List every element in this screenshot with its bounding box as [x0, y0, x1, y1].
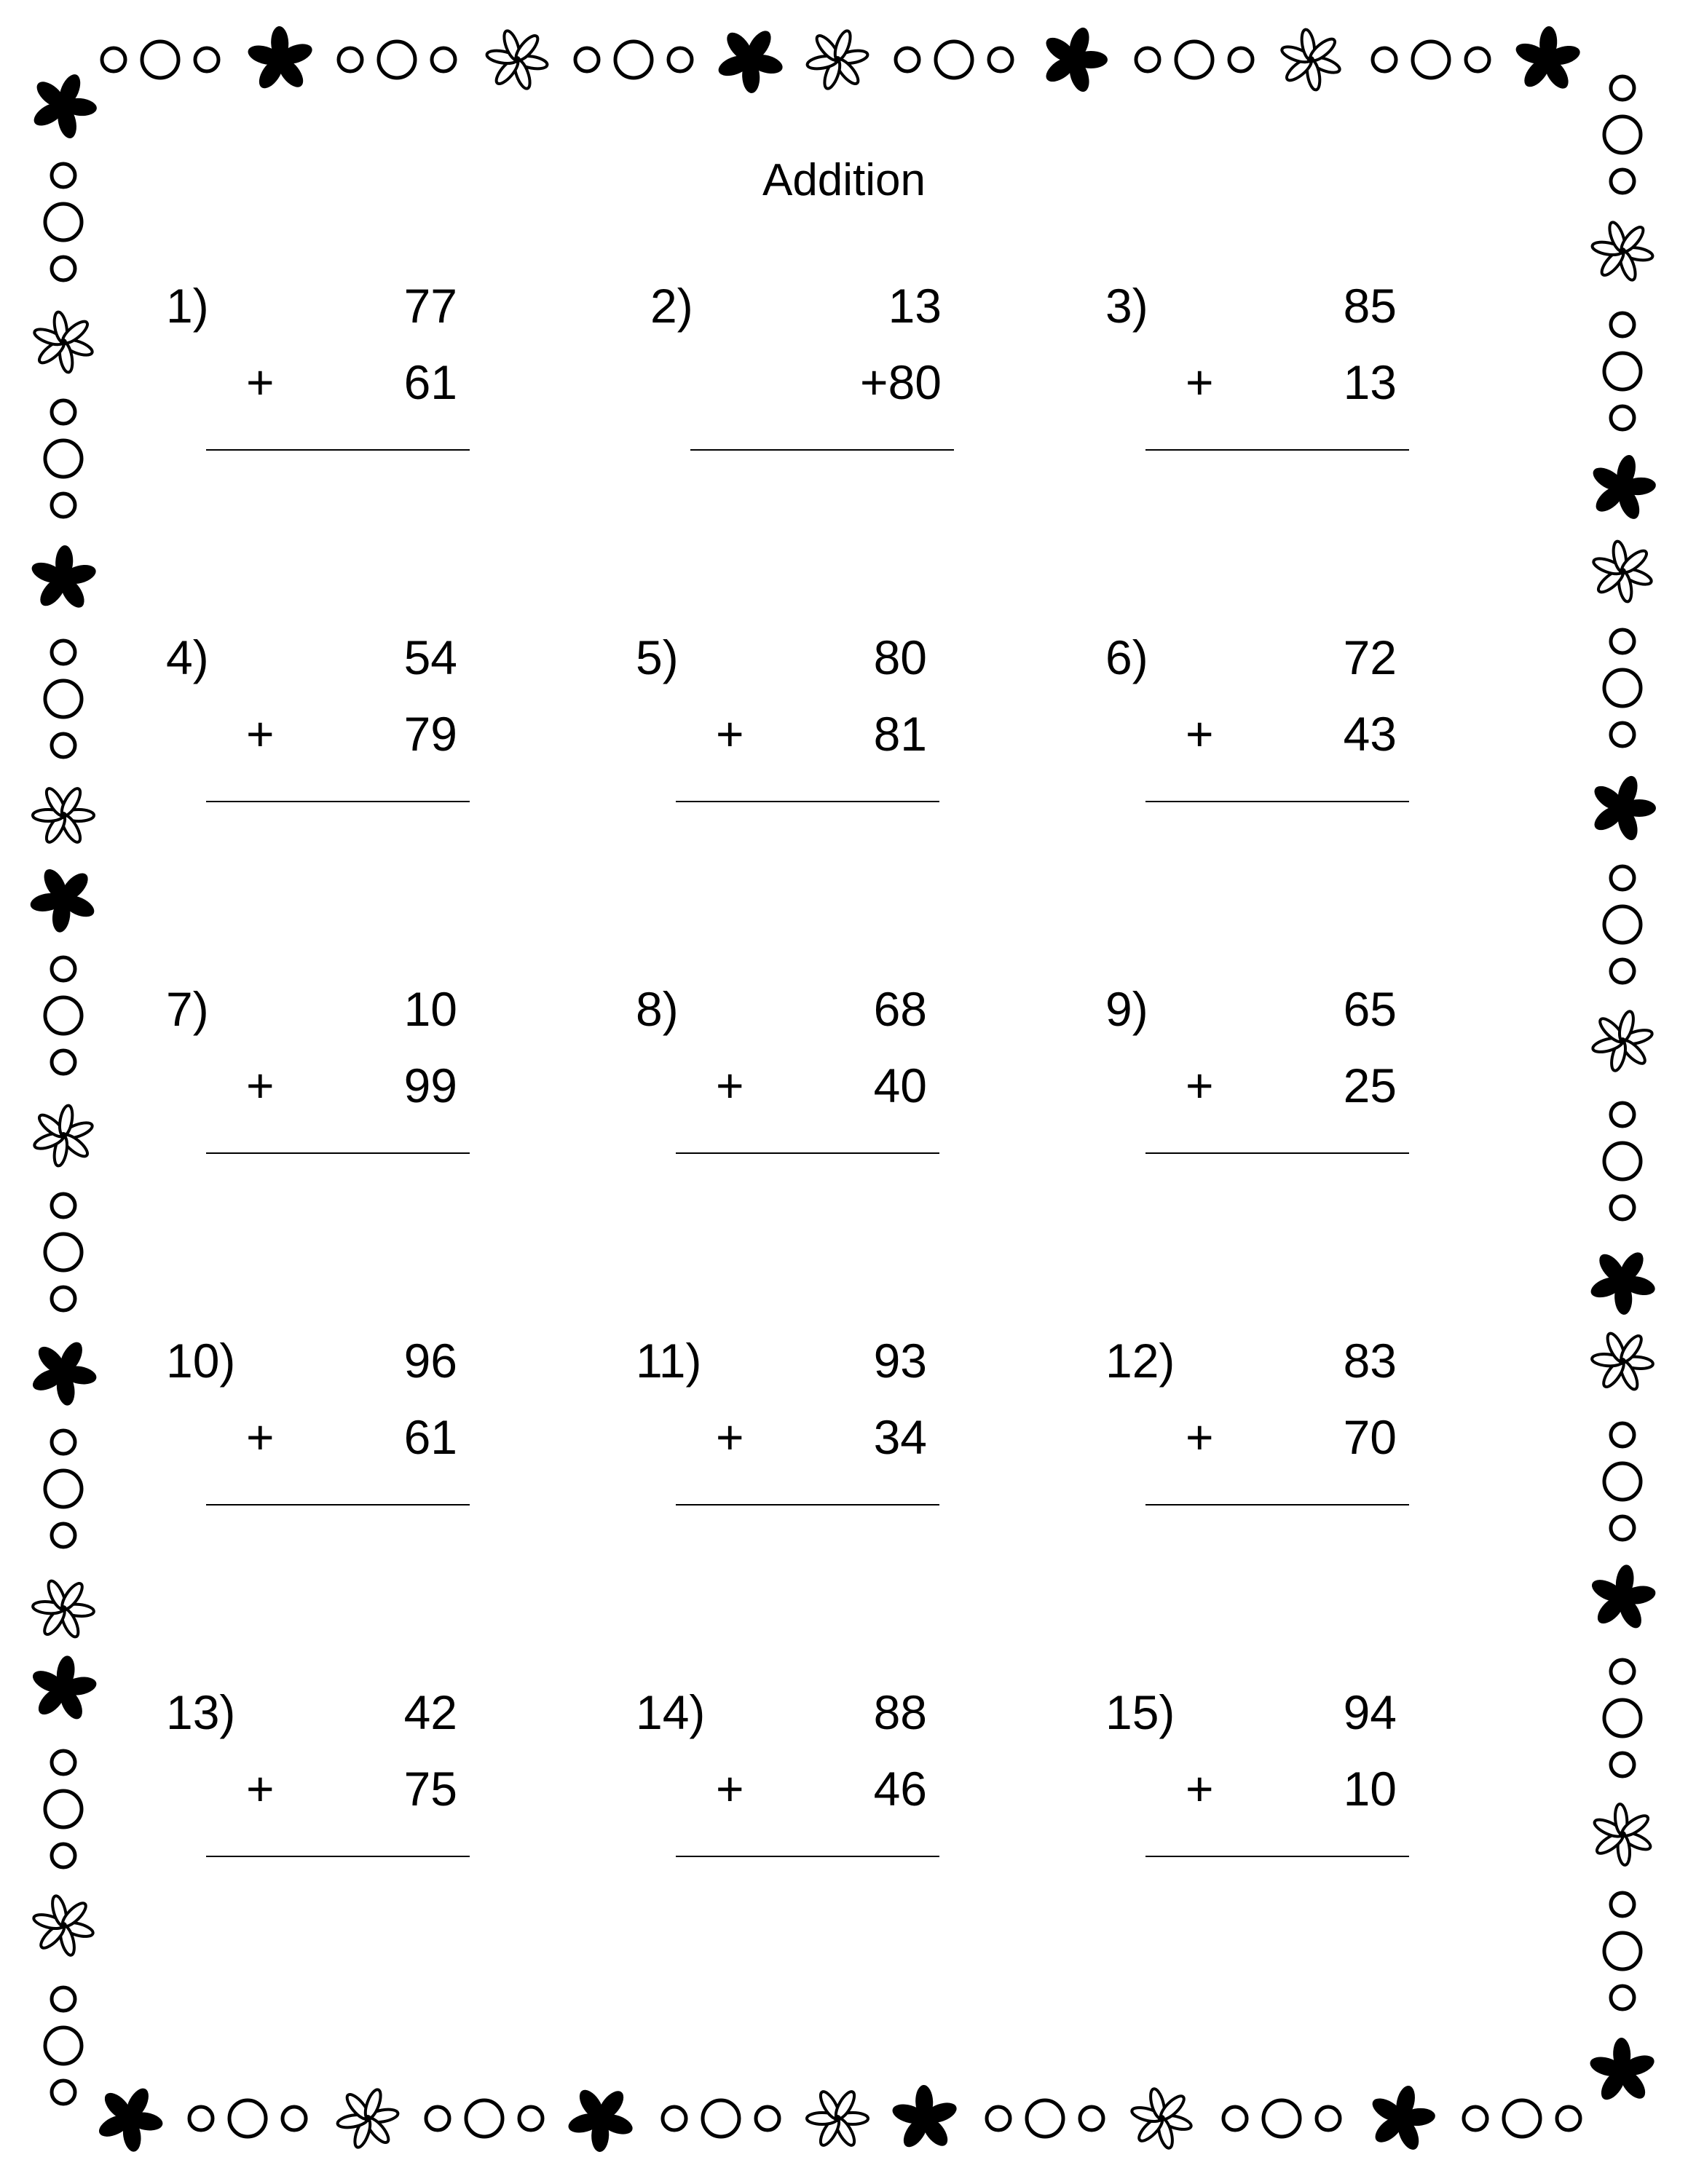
circle-trio-icon — [45, 957, 82, 1074]
problem-3 — [1105, 277, 1542, 480]
top-addend: 85 — [1343, 279, 1397, 333]
top-addend: 80 — [873, 630, 927, 684]
bottom-addend: 81 — [873, 707, 927, 761]
problem-4 — [166, 628, 603, 832]
flower-outline-icon — [33, 311, 94, 373]
plus-sign: + — [246, 1059, 275, 1112]
circle-trio-icon — [1604, 630, 1641, 746]
flower-outline-icon — [1591, 221, 1654, 282]
circle-trio-icon — [1604, 1423, 1641, 1540]
circle-trio-icon — [1604, 1893, 1641, 2009]
top-addend: 54 — [403, 630, 457, 684]
answer-line — [676, 1504, 939, 1506]
answer-line — [676, 1856, 939, 1857]
bottom-addend: 46 — [873, 1762, 927, 1816]
flower-outline-icon — [336, 2088, 399, 2149]
problem-number: 11) — [636, 1334, 702, 1388]
bottom-addend: 13 — [1343, 355, 1397, 409]
circle-trio-icon — [1223, 2100, 1340, 2137]
answer-line — [1145, 1504, 1409, 1506]
circle-trio-icon — [1136, 41, 1253, 78]
problem-number: 7) — [166, 982, 209, 1036]
problem-15 — [1105, 1683, 1542, 1887]
answer-line — [206, 801, 470, 802]
answer-line — [690, 449, 954, 451]
flower-outline-icon — [806, 29, 869, 90]
problem-13 — [166, 1683, 603, 1887]
problem-number: 15) — [1105, 1685, 1175, 1739]
flower-solid-icon — [29, 866, 98, 933]
circle-trio-icon — [1604, 1103, 1641, 1219]
bottom-addend: 40 — [873, 1059, 927, 1112]
problem-number: 9) — [1105, 982, 1148, 1036]
plus-sign: + — [1186, 1059, 1214, 1112]
flower-outline-icon — [1130, 2087, 1192, 2149]
circle-trio-icon — [987, 2100, 1103, 2137]
plus-sign: + — [246, 1410, 275, 1464]
bottom-addend: 75 — [403, 1762, 457, 1816]
answer-line — [1145, 801, 1409, 802]
problem-number: 4) — [166, 630, 209, 684]
circle-trio-icon — [663, 2100, 779, 2137]
flower-solid-icon — [29, 545, 98, 612]
answer-line — [206, 449, 470, 451]
flower-outline-icon — [33, 1104, 94, 1167]
problem-number: 14) — [636, 1685, 706, 1739]
circle-trio-icon — [45, 1431, 82, 1547]
problem-number: 2) — [650, 279, 693, 333]
flower-solid-icon — [1588, 1564, 1657, 1631]
flower-outline-icon — [1591, 1010, 1653, 1072]
problem-10 — [166, 1332, 603, 1535]
flower-outline-icon — [33, 786, 94, 845]
flower-solid-icon — [1588, 2038, 1657, 2104]
flower-solid-icon — [1513, 25, 1582, 92]
circle-trio-icon — [45, 1751, 82, 1867]
plus-sign: + — [246, 355, 275, 409]
problem-7 — [166, 980, 603, 1184]
circle-trio-icon — [339, 41, 455, 78]
flower-outline-icon — [1593, 1803, 1653, 1865]
bottom-addend: 43 — [1343, 707, 1397, 761]
circle-trio-icon — [1464, 2100, 1580, 2137]
circle-trio-icon — [426, 2100, 543, 2137]
problem-number: 13) — [166, 1685, 236, 1739]
answer-line — [1145, 449, 1409, 451]
bottom-addend: 10 — [1343, 1762, 1397, 1816]
flower-outline-icon — [32, 1894, 94, 1956]
flower-outline-icon — [486, 29, 548, 90]
flower-outline-icon — [1591, 1332, 1653, 1392]
plus-sign: + — [716, 1762, 744, 1816]
flower-outline-icon — [807, 2089, 868, 2148]
bottom-addend: 79 — [403, 707, 457, 761]
top-addend: 72 — [1343, 630, 1397, 684]
bottom-addend: 99 — [403, 1059, 457, 1112]
top-addend: 93 — [873, 1334, 927, 1388]
answer-line — [206, 1504, 470, 1506]
problem-11 — [636, 1332, 1073, 1535]
flower-solid-icon — [716, 27, 785, 94]
bottom-addend: 34 — [873, 1410, 927, 1464]
plus-sign: + — [1186, 707, 1214, 761]
page-title: Addition — [762, 155, 926, 205]
problem-12 — [1105, 1332, 1542, 1535]
circle-trio-icon — [45, 1987, 82, 2104]
circle-trio-icon — [45, 1194, 82, 1310]
top-addend: 68 — [873, 982, 927, 1036]
answer-line — [206, 1152, 470, 1154]
bottom-addend: 61 — [403, 1410, 457, 1464]
answer-line — [676, 801, 939, 802]
flower-solid-icon — [95, 2085, 164, 2153]
problem-2 — [650, 277, 1087, 480]
problem-number: 5) — [636, 630, 679, 684]
problem-number: 6) — [1105, 630, 1148, 684]
problem-8 — [636, 980, 1073, 1184]
flower-solid-icon — [1589, 453, 1656, 522]
circle-trio-icon — [575, 41, 692, 78]
top-addend: 88 — [873, 1685, 927, 1739]
problem-9 — [1105, 980, 1542, 1184]
answer-line — [206, 1856, 470, 1857]
circle-trio-icon — [1373, 41, 1489, 78]
bottom-addend: +80 — [860, 355, 942, 409]
bottom-addend: 70 — [1343, 1410, 1397, 1464]
top-addend: 10 — [403, 982, 457, 1036]
problem-number: 10) — [166, 1334, 236, 1388]
flower-outline-icon — [32, 1579, 94, 1639]
circle-trio-icon — [189, 2100, 306, 2137]
problem-6 — [1105, 628, 1542, 832]
circle-trio-icon — [1604, 313, 1641, 430]
flower-outline-icon — [1592, 540, 1653, 603]
problem-5 — [636, 628, 1073, 832]
plus-sign: + — [246, 1762, 275, 1816]
flower-outline-icon — [1280, 28, 1341, 91]
plus-sign: + — [1186, 355, 1214, 409]
flower-solid-icon — [245, 26, 315, 92]
plus-sign: + — [716, 1059, 744, 1112]
flower-solid-icon — [1588, 1249, 1657, 1315]
flower-solid-icon — [30, 71, 97, 141]
flower-solid-icon — [566, 2086, 635, 2152]
plus-sign: + — [716, 707, 744, 761]
circle-trio-icon — [102, 41, 218, 78]
circle-trio-icon — [1604, 866, 1641, 983]
circle-trio-icon — [1604, 1660, 1641, 1776]
bottom-addend: 25 — [1343, 1059, 1397, 1112]
answer-line — [1145, 1856, 1409, 1857]
circle-trio-icon — [45, 400, 82, 517]
top-addend: 42 — [403, 1685, 457, 1739]
flower-solid-icon — [1368, 2084, 1435, 2153]
problem-number: 12) — [1105, 1334, 1175, 1388]
flower-solid-icon — [890, 2085, 959, 2151]
problem-1 — [166, 277, 603, 480]
flower-solid-icon — [29, 1339, 98, 1406]
problem-14 — [636, 1683, 1073, 1887]
top-addend: 83 — [1343, 1334, 1397, 1388]
bottom-addend: 61 — [403, 355, 457, 409]
plus-sign: + — [246, 707, 275, 761]
answer-line — [1145, 1152, 1409, 1154]
top-addend: 77 — [403, 279, 457, 333]
plus-sign: + — [716, 1410, 744, 1464]
top-addend: 94 — [1343, 1685, 1397, 1739]
plus-sign: + — [1186, 1410, 1214, 1464]
problem-number: 1) — [166, 279, 209, 333]
circle-trio-icon — [896, 41, 1012, 78]
answer-line — [676, 1152, 939, 1154]
flower-solid-icon — [1590, 774, 1656, 843]
plus-sign: + — [1186, 1762, 1214, 1816]
top-addend: 13 — [888, 279, 942, 333]
top-addend: 96 — [403, 1334, 457, 1388]
problem-number: 8) — [636, 982, 679, 1036]
problem-number: 3) — [1105, 279, 1148, 333]
top-addend: 65 — [1343, 982, 1397, 1036]
circle-trio-icon — [45, 641, 82, 757]
flower-solid-icon — [29, 1655, 98, 1722]
flower-solid-icon — [1042, 25, 1108, 95]
